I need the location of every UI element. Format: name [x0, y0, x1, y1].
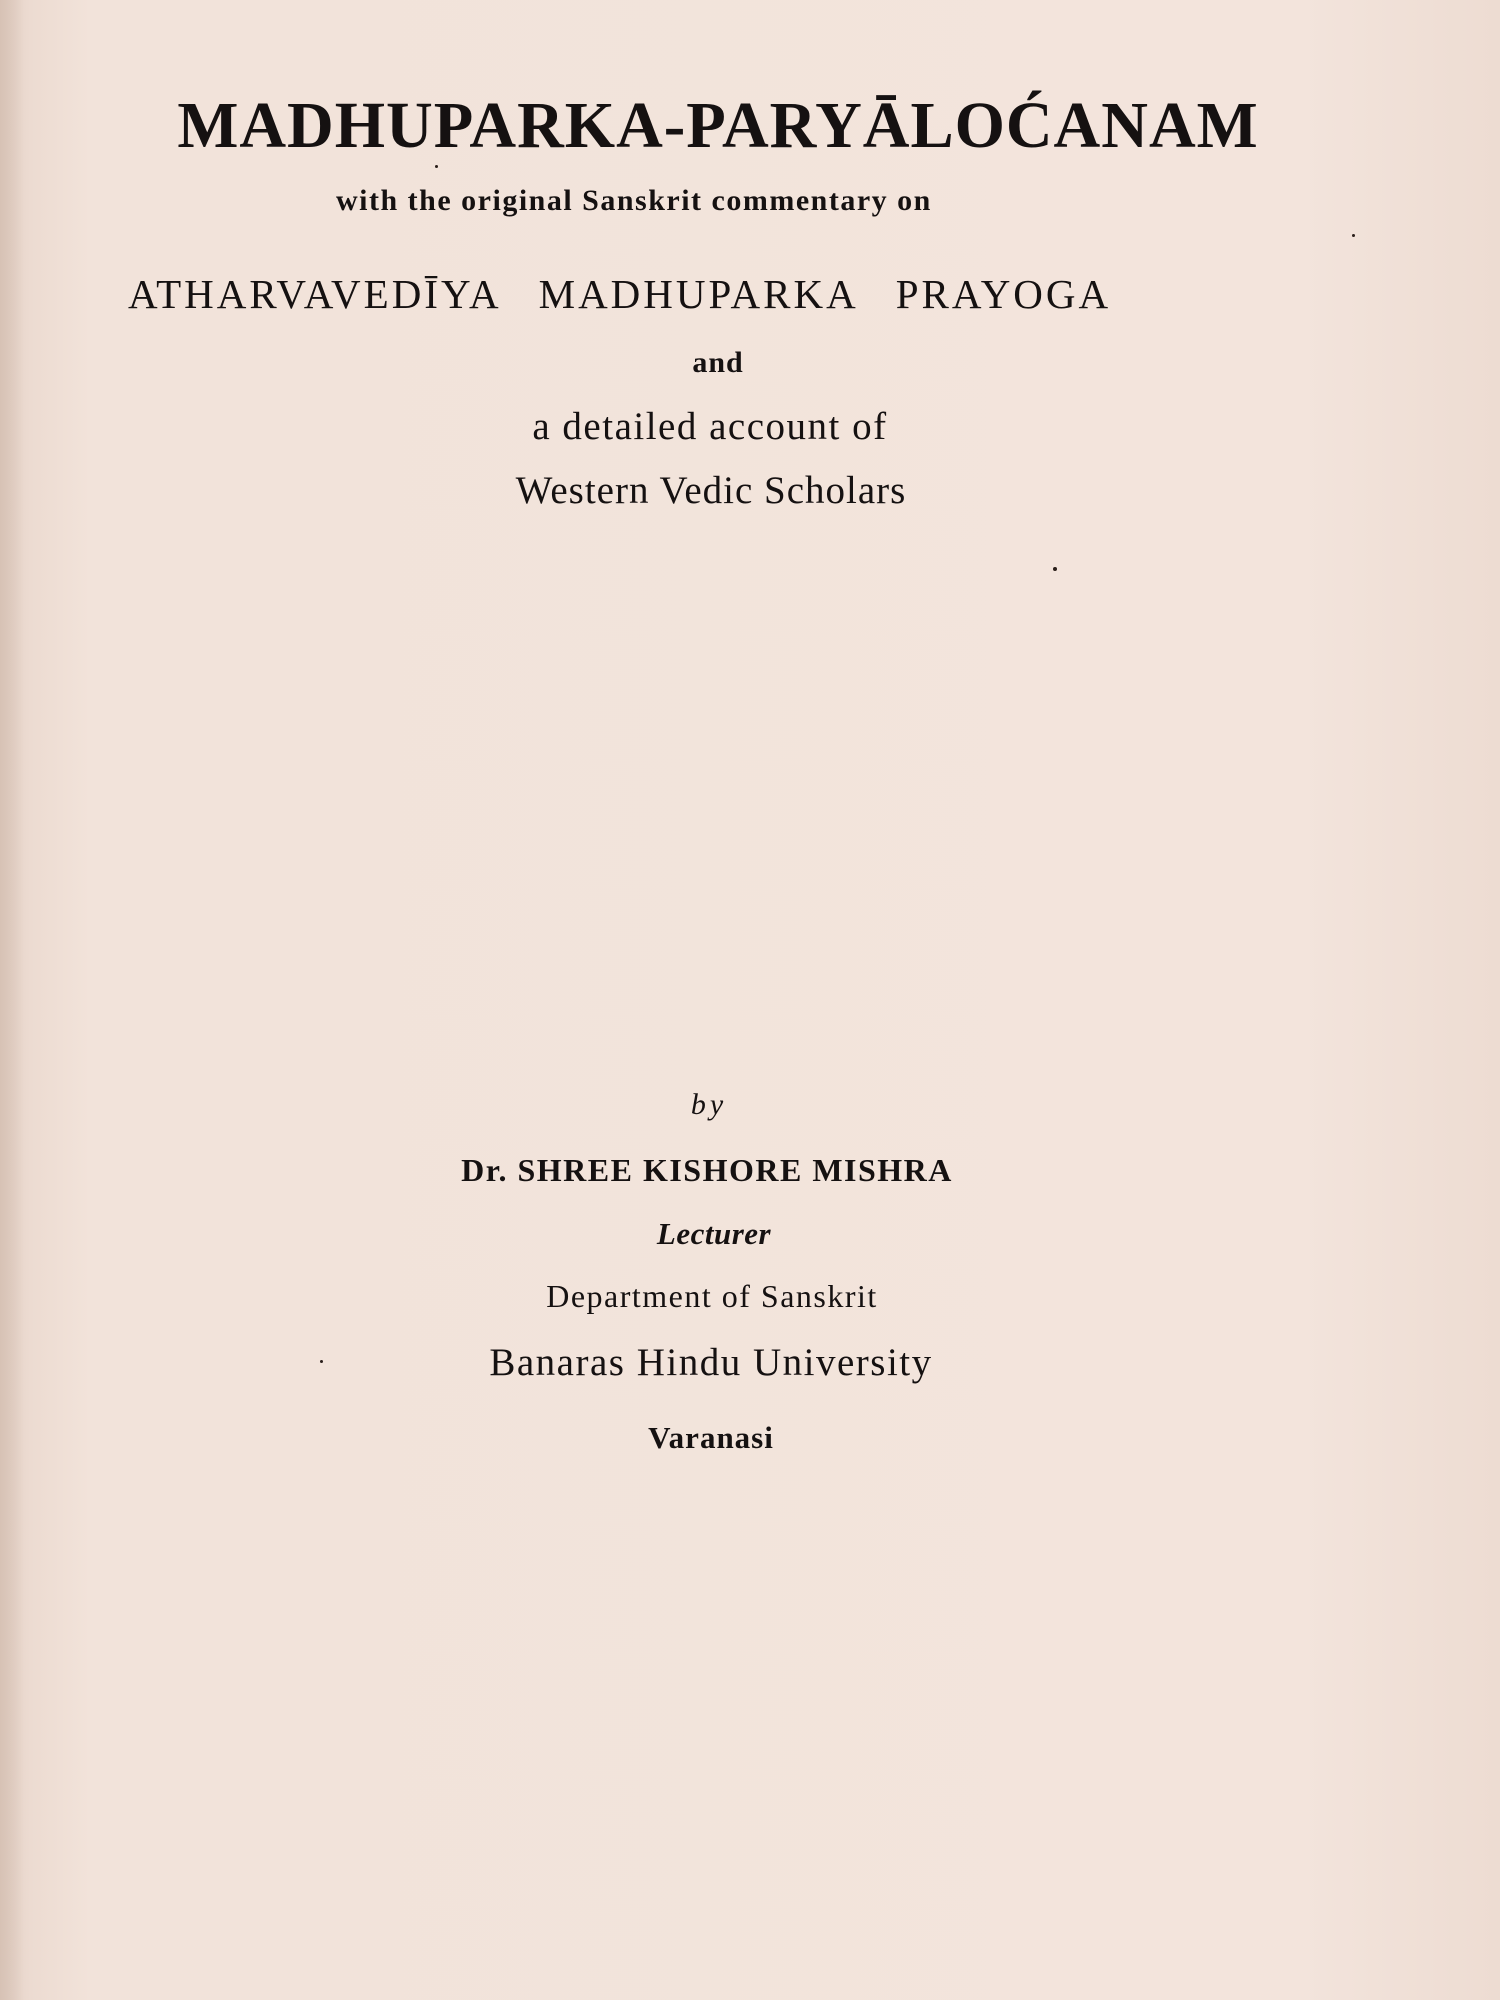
paper-speck: [435, 165, 438, 168]
subtitle-line: with the original Sanskrit commentary on: [336, 184, 932, 217]
paper-speck: [320, 1360, 323, 1363]
university-name: Banaras Hindu University: [489, 1341, 933, 1384]
paper-speck: [1053, 567, 1057, 571]
work-title: ATHARVAVEDĪYA MADHUPARKA PRAYOGA: [128, 271, 1112, 317]
conjunction-text: and: [692, 346, 744, 379]
account-line-2: Western Vedic Scholars: [515, 469, 907, 512]
account-line-1: a detailed account of: [532, 405, 888, 448]
paper-speck: [1352, 234, 1355, 237]
city-name: Varanasi: [648, 1420, 774, 1455]
book-title: MADHUPARKA-PARYĀLOĆANAM: [177, 89, 1259, 162]
author-name: Dr. SHREE KISHORE MISHRA: [461, 1152, 953, 1188]
author-designation: Lecturer: [656, 1216, 772, 1251]
department-name: Department of Sanskrit: [546, 1278, 878, 1314]
by-text: by: [690, 1088, 728, 1121]
